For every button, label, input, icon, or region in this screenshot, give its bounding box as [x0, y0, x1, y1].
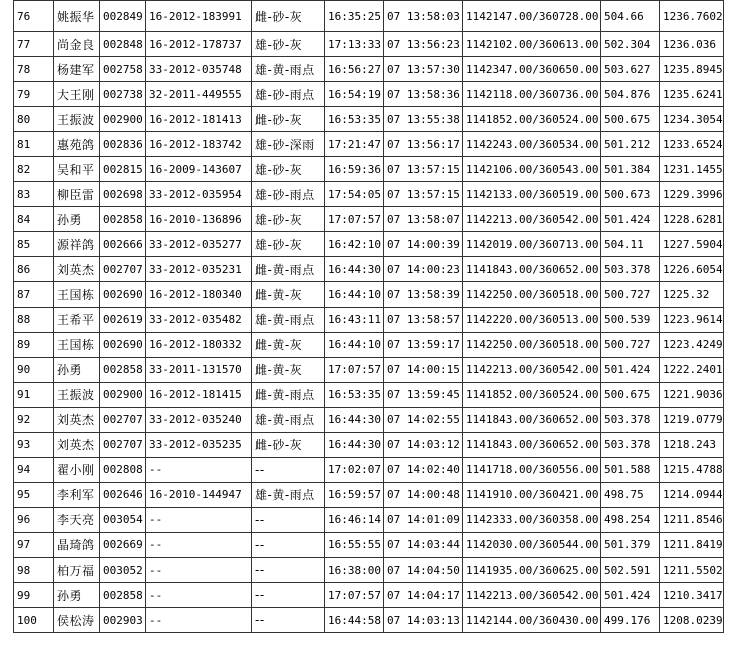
cell-coordinates: 1141852.00/360524.00 — [463, 107, 601, 132]
cell-arrival-time: 07 13:58:57 — [384, 307, 463, 332]
cell-bird-info: -- — [252, 557, 325, 582]
cell-owner-name: 孙勇 — [54, 357, 100, 382]
cell-speed: 1210.3417 — [660, 583, 724, 608]
cell-coordinates: 1141910.00/360421.00 — [463, 482, 601, 507]
race-results-table — [13, 0, 724, 633]
cell-owner-name: 惠苑鸽 — [54, 132, 100, 157]
cell-owner-name: 刘英杰 — [54, 432, 100, 457]
cell-rank: 94 — [14, 457, 54, 482]
cell-member-id: 002858 — [100, 357, 146, 382]
cell-ring-number: 16-2010-144947 — [146, 482, 252, 507]
cell-bird-info: 雄-黄-雨点 — [252, 307, 325, 332]
cell-speed: 1223.9614 — [660, 307, 724, 332]
cell-coordinates: 1142106.00/360543.00 — [463, 157, 601, 182]
cell-release-time: 16:44:30 — [325, 407, 384, 432]
cell-bird-info: 雄-砂-灰 — [252, 157, 325, 182]
cell-release-time: 17:54:05 — [325, 182, 384, 207]
cell-arrival-time: 07 13:58:36 — [384, 82, 463, 107]
cell-owner-name: 王国栋 — [54, 282, 100, 307]
cell-coordinates: 1142250.00/360518.00 — [463, 332, 601, 357]
cell-bird-info: 雌-黄-灰 — [252, 282, 325, 307]
table-row — [14, 182, 724, 207]
table-row — [14, 257, 724, 282]
cell-rank: 78 — [14, 57, 54, 82]
cell-distance: 502.591 — [601, 557, 660, 582]
cell-arrival-time: 07 14:03:44 — [384, 532, 463, 557]
cell-coordinates: 1142333.00/360358.00 — [463, 507, 601, 532]
cell-release-time: 16:38:00 — [325, 557, 384, 582]
cell-member-id: 002858 — [100, 583, 146, 608]
cell-speed: 1234.3054 — [660, 107, 724, 132]
cell-ring-number: 16-2012-183991 — [146, 1, 252, 32]
cell-member-id: 002707 — [100, 257, 146, 282]
cell-distance: 501.424 — [601, 207, 660, 232]
cell-bird-info: 雄-砂-灰 — [252, 32, 325, 57]
cell-speed: 1214.0944 — [660, 482, 724, 507]
table-row — [14, 1, 724, 32]
cell-member-id: 002619 — [100, 307, 146, 332]
cell-member-id: 002848 — [100, 32, 146, 57]
cell-coordinates: 1141843.00/360652.00 — [463, 257, 601, 282]
cell-rank: 80 — [14, 107, 54, 132]
cell-owner-name: 侯松涛 — [54, 608, 100, 633]
cell-distance: 504.876 — [601, 82, 660, 107]
cell-owner-name: 柏万福 — [54, 557, 100, 582]
cell-rank: 83 — [14, 182, 54, 207]
cell-release-time: 16:42:10 — [325, 232, 384, 257]
cell-member-id: 002858 — [100, 207, 146, 232]
table-row — [14, 82, 724, 107]
cell-release-time: 17:13:33 — [325, 32, 384, 57]
cell-owner-name: 王希平 — [54, 307, 100, 332]
cell-release-time: 16:53:35 — [325, 107, 384, 132]
cell-release-time: 16:59:57 — [325, 482, 384, 507]
table-row — [14, 457, 724, 482]
cell-coordinates: 1142019.00/360713.00 — [463, 232, 601, 257]
cell-speed: 1233.6524 — [660, 132, 724, 157]
cell-release-time: 16:44:10 — [325, 282, 384, 307]
cell-bird-info: -- — [252, 507, 325, 532]
cell-arrival-time: 07 14:00:23 — [384, 257, 463, 282]
cell-coordinates: 1142213.00/360542.00 — [463, 357, 601, 382]
cell-speed: 1236.7602 — [660, 1, 724, 32]
cell-member-id: 002849 — [100, 1, 146, 32]
table-row — [14, 507, 724, 532]
cell-ring-number: -- — [146, 608, 252, 633]
cell-member-id: 002808 — [100, 457, 146, 482]
cell-owner-name: 姚振华 — [54, 1, 100, 32]
cell-bird-info: 雄-砂-深雨 — [252, 132, 325, 157]
cell-release-time: 16:43:11 — [325, 307, 384, 332]
cell-release-time: 16:44:30 — [325, 257, 384, 282]
cell-distance: 500.539 — [601, 307, 660, 332]
table-row — [14, 307, 724, 332]
cell-coordinates: 1142213.00/360542.00 — [463, 207, 601, 232]
cell-bird-info: -- — [252, 457, 325, 482]
table-row — [14, 107, 724, 132]
cell-coordinates: 1141843.00/360652.00 — [463, 432, 601, 457]
cell-release-time: 17:21:47 — [325, 132, 384, 157]
cell-member-id: 002758 — [100, 57, 146, 82]
cell-speed: 1229.3996 — [660, 182, 724, 207]
cell-owner-name: 王振波 — [54, 107, 100, 132]
cell-coordinates: 1142030.00/360544.00 — [463, 532, 601, 557]
cell-ring-number: 33-2012-035235 — [146, 432, 252, 457]
cell-distance: 504.66 — [601, 1, 660, 32]
cell-ring-number: 16-2012-181415 — [146, 382, 252, 407]
cell-owner-name: 翟小刚 — [54, 457, 100, 482]
cell-speed: 1225.32 — [660, 282, 724, 307]
cell-distance: 504.11 — [601, 232, 660, 257]
cell-ring-number: -- — [146, 583, 252, 608]
cell-distance: 502.304 — [601, 32, 660, 57]
cell-member-id: 003054 — [100, 507, 146, 532]
cell-arrival-time: 07 14:02:40 — [384, 457, 463, 482]
cell-owner-name: 王振波 — [54, 382, 100, 407]
cell-arrival-time: 07 14:00:39 — [384, 232, 463, 257]
cell-rank: 98 — [14, 557, 54, 582]
cell-member-id: 002707 — [100, 407, 146, 432]
cell-rank: 89 — [14, 332, 54, 357]
cell-distance: 501.379 — [601, 532, 660, 557]
cell-speed: 1228.6281 — [660, 207, 724, 232]
cell-distance: 500.675 — [601, 382, 660, 407]
cell-rank: 77 — [14, 32, 54, 57]
cell-arrival-time: 07 13:55:38 — [384, 107, 463, 132]
cell-ring-number: 16-2012-183742 — [146, 132, 252, 157]
cell-ring-number: 33-2012-035954 — [146, 182, 252, 207]
cell-owner-name: 孙勇 — [54, 207, 100, 232]
cell-bird-info: 雄-黄-雨点 — [252, 482, 325, 507]
cell-distance: 501.212 — [601, 132, 660, 157]
cell-ring-number: -- — [146, 507, 252, 532]
cell-coordinates: 1141718.00/360556.00 — [463, 457, 601, 482]
cell-owner-name: 孙勇 — [54, 583, 100, 608]
cell-coordinates: 1142250.00/360518.00 — [463, 282, 601, 307]
cell-owner-name: 吴和平 — [54, 157, 100, 182]
cell-bird-info: 雌-黄-雨点 — [252, 382, 325, 407]
table-row — [14, 557, 724, 582]
cell-member-id: 002669 — [100, 532, 146, 557]
cell-release-time: 16:53:35 — [325, 382, 384, 407]
cell-release-time: 16:44:30 — [325, 432, 384, 457]
cell-arrival-time: 07 13:58:07 — [384, 207, 463, 232]
cell-rank: 86 — [14, 257, 54, 282]
cell-member-id: 002900 — [100, 107, 146, 132]
cell-speed: 1221.9036 — [660, 382, 724, 407]
cell-coordinates: 1142144.00/360430.00 — [463, 608, 601, 633]
cell-member-id: 002738 — [100, 82, 146, 107]
cell-ring-number: 16-2012-180340 — [146, 282, 252, 307]
table-row — [14, 583, 724, 608]
cell-speed: 1231.1455 — [660, 157, 724, 182]
cell-distance: 500.727 — [601, 282, 660, 307]
cell-arrival-time: 07 13:56:17 — [384, 132, 463, 157]
cell-member-id: 002646 — [100, 482, 146, 507]
cell-arrival-time: 07 13:58:03 — [384, 1, 463, 32]
cell-distance: 501.588 — [601, 457, 660, 482]
cell-owner-name: 李利军 — [54, 482, 100, 507]
cell-bird-info: -- — [252, 532, 325, 557]
cell-speed: 1235.8945 — [660, 57, 724, 82]
cell-distance: 500.727 — [601, 332, 660, 357]
cell-arrival-time: 07 13:57:15 — [384, 182, 463, 207]
cell-distance: 503.378 — [601, 257, 660, 282]
table-row — [14, 432, 724, 457]
cell-owner-name: 晶琦鸽 — [54, 532, 100, 557]
cell-bird-info: 雄-砂-雨点 — [252, 182, 325, 207]
cell-arrival-time: 07 14:00:48 — [384, 482, 463, 507]
cell-rank: 97 — [14, 532, 54, 557]
cell-member-id: 002698 — [100, 182, 146, 207]
cell-speed: 1208.0239 — [660, 608, 724, 633]
cell-bird-info: 雄-砂-雨点 — [252, 82, 325, 107]
cell-speed: 1215.4788 — [660, 457, 724, 482]
cell-ring-number: 32-2011-449555 — [146, 82, 252, 107]
cell-distance: 500.673 — [601, 182, 660, 207]
table-row — [14, 382, 724, 407]
cell-speed: 1223.4249 — [660, 332, 724, 357]
cell-rank: 79 — [14, 82, 54, 107]
cell-coordinates: 1142147.00/360728.00 — [463, 1, 601, 32]
cell-rank: 82 — [14, 157, 54, 182]
cell-arrival-time: 07 13:57:15 — [384, 157, 463, 182]
cell-distance: 501.424 — [601, 583, 660, 608]
table-row — [14, 532, 724, 557]
cell-coordinates: 1142102.00/360613.00 — [463, 32, 601, 57]
cell-arrival-time: 07 14:03:13 — [384, 608, 463, 633]
cell-rank: 95 — [14, 482, 54, 507]
cell-owner-name: 刘英杰 — [54, 257, 100, 282]
cell-owner-name: 大王刚 — [54, 82, 100, 107]
cell-rank: 88 — [14, 307, 54, 332]
cell-coordinates: 1142347.00/360650.00 — [463, 57, 601, 82]
cell-arrival-time: 07 13:58:39 — [384, 282, 463, 307]
cell-speed: 1211.8546 — [660, 507, 724, 532]
cell-coordinates: 1142243.00/360534.00 — [463, 132, 601, 157]
cell-coordinates: 1141935.00/360625.00 — [463, 557, 601, 582]
cell-arrival-time: 07 14:00:15 — [384, 357, 463, 382]
cell-bird-info: 雌-砂-灰 — [252, 432, 325, 457]
cell-arrival-time: 07 14:04:50 — [384, 557, 463, 582]
cell-release-time: 17:07:57 — [325, 583, 384, 608]
table-row — [14, 132, 724, 157]
table-row — [14, 357, 724, 382]
cell-member-id: 002836 — [100, 132, 146, 157]
cell-ring-number: 33-2012-035240 — [146, 407, 252, 432]
cell-coordinates: 1141843.00/360652.00 — [463, 407, 601, 432]
cell-coordinates: 1142133.00/360519.00 — [463, 182, 601, 207]
cell-speed: 1235.6241 — [660, 82, 724, 107]
cell-arrival-time: 07 14:02:55 — [384, 407, 463, 432]
cell-rank: 99 — [14, 583, 54, 608]
cell-ring-number: -- — [146, 557, 252, 582]
cell-owner-name: 柳臣雷 — [54, 182, 100, 207]
cell-rank: 100 — [14, 608, 54, 633]
cell-arrival-time: 07 14:03:12 — [384, 432, 463, 457]
table-row — [14, 482, 724, 507]
cell-member-id: 002666 — [100, 232, 146, 257]
cell-ring-number: 33-2012-035748 — [146, 57, 252, 82]
cell-speed: 1219.0779 — [660, 407, 724, 432]
cell-owner-name: 源祥鸽 — [54, 232, 100, 257]
cell-distance: 501.384 — [601, 157, 660, 182]
cell-owner-name: 王国栋 — [54, 332, 100, 357]
cell-arrival-time: 07 13:57:30 — [384, 57, 463, 82]
cell-release-time: 16:54:19 — [325, 82, 384, 107]
cell-bird-info: 雌-黄-灰 — [252, 357, 325, 382]
cell-speed: 1222.2401 — [660, 357, 724, 382]
cell-arrival-time: 07 13:56:23 — [384, 32, 463, 57]
cell-speed: 1211.8419 — [660, 532, 724, 557]
cell-distance: 503.378 — [601, 432, 660, 457]
cell-bird-info: 雄-砂-灰 — [252, 207, 325, 232]
results-table-container — [13, 0, 724, 633]
cell-release-time: 16:59:36 — [325, 157, 384, 182]
cell-bird-info: 雄-黄-雨点 — [252, 407, 325, 432]
cell-ring-number: 16-2009-143607 — [146, 157, 252, 182]
cell-member-id: 002900 — [100, 382, 146, 407]
table-row — [14, 32, 724, 57]
cell-rank: 85 — [14, 232, 54, 257]
cell-member-id: 003052 — [100, 557, 146, 582]
cell-ring-number: 33-2011-131570 — [146, 357, 252, 382]
cell-rank: 76 — [14, 1, 54, 32]
cell-ring-number: -- — [146, 532, 252, 557]
cell-speed: 1227.5904 — [660, 232, 724, 257]
cell-member-id: 002815 — [100, 157, 146, 182]
cell-coordinates: 1142213.00/360542.00 — [463, 583, 601, 608]
cell-release-time: 17:07:57 — [325, 207, 384, 232]
cell-bird-info: -- — [252, 608, 325, 633]
cell-distance: 501.424 — [601, 357, 660, 382]
cell-ring-number: 33-2012-035277 — [146, 232, 252, 257]
cell-rank: 84 — [14, 207, 54, 232]
cell-rank: 96 — [14, 507, 54, 532]
cell-owner-name: 刘英杰 — [54, 407, 100, 432]
cell-distance: 500.675 — [601, 107, 660, 132]
cell-owner-name: 杨建军 — [54, 57, 100, 82]
cell-ring-number: 16-2012-180332 — [146, 332, 252, 357]
cell-rank: 90 — [14, 357, 54, 382]
cell-bird-info: 雄-砂-灰 — [252, 232, 325, 257]
cell-member-id: 002690 — [100, 332, 146, 357]
cell-member-id: 002690 — [100, 282, 146, 307]
table-row — [14, 332, 724, 357]
cell-coordinates: 1141852.00/360524.00 — [463, 382, 601, 407]
cell-arrival-time: 07 14:04:17 — [384, 583, 463, 608]
cell-distance: 503.378 — [601, 407, 660, 432]
cell-arrival-time: 07 14:01:09 — [384, 507, 463, 532]
table-row — [14, 157, 724, 182]
cell-bird-info: 雄-黄-雨点 — [252, 57, 325, 82]
cell-bird-info: 雌-黄-雨点 — [252, 257, 325, 282]
cell-release-time: 16:46:14 — [325, 507, 384, 532]
cell-ring-number: 16-2012-181413 — [146, 107, 252, 132]
cell-release-time: 16:56:27 — [325, 57, 384, 82]
table-row — [14, 407, 724, 432]
cell-distance: 498.254 — [601, 507, 660, 532]
cell-release-time: 16:44:58 — [325, 608, 384, 633]
results-table-body — [14, 1, 724, 633]
cell-release-time: 16:44:10 — [325, 332, 384, 357]
cell-release-time: 16:35:25 — [325, 1, 384, 32]
cell-distance: 498.75 — [601, 482, 660, 507]
cell-ring-number: -- — [146, 457, 252, 482]
cell-bird-info: 雌-砂-灰 — [252, 1, 325, 32]
cell-release-time: 17:02:07 — [325, 457, 384, 482]
table-row — [14, 57, 724, 82]
cell-rank: 92 — [14, 407, 54, 432]
table-row — [14, 608, 724, 633]
table-row — [14, 207, 724, 232]
cell-arrival-time: 07 13:59:45 — [384, 382, 463, 407]
cell-bird-info: -- — [252, 583, 325, 608]
cell-arrival-time: 07 13:59:17 — [384, 332, 463, 357]
cell-bird-info: 雌-砂-灰 — [252, 107, 325, 132]
cell-owner-name: 李天亮 — [54, 507, 100, 532]
cell-ring-number: 16-2010-136896 — [146, 207, 252, 232]
cell-rank: 91 — [14, 382, 54, 407]
cell-ring-number: 33-2012-035482 — [146, 307, 252, 332]
cell-rank: 93 — [14, 432, 54, 457]
cell-bird-info: 雌-黄-灰 — [252, 332, 325, 357]
cell-distance: 503.627 — [601, 57, 660, 82]
cell-member-id: 002903 — [100, 608, 146, 633]
cell-speed: 1218.243 — [660, 432, 724, 457]
table-row — [14, 282, 724, 307]
cell-rank: 87 — [14, 282, 54, 307]
cell-owner-name: 尚金良 — [54, 32, 100, 57]
cell-speed: 1226.6054 — [660, 257, 724, 282]
cell-rank: 81 — [14, 132, 54, 157]
table-row — [14, 232, 724, 257]
cell-coordinates: 1142220.00/360513.00 — [463, 307, 601, 332]
cell-speed: 1236.036 — [660, 32, 724, 57]
cell-ring-number: 16-2012-178737 — [146, 32, 252, 57]
cell-coordinates: 1142118.00/360736.00 — [463, 82, 601, 107]
cell-speed: 1211.5502 — [660, 557, 724, 582]
cell-distance: 499.176 — [601, 608, 660, 633]
cell-ring-number: 33-2012-035231 — [146, 257, 252, 282]
cell-member-id: 002707 — [100, 432, 146, 457]
cell-release-time: 17:07:57 — [325, 357, 384, 382]
cell-release-time: 16:55:55 — [325, 532, 384, 557]
